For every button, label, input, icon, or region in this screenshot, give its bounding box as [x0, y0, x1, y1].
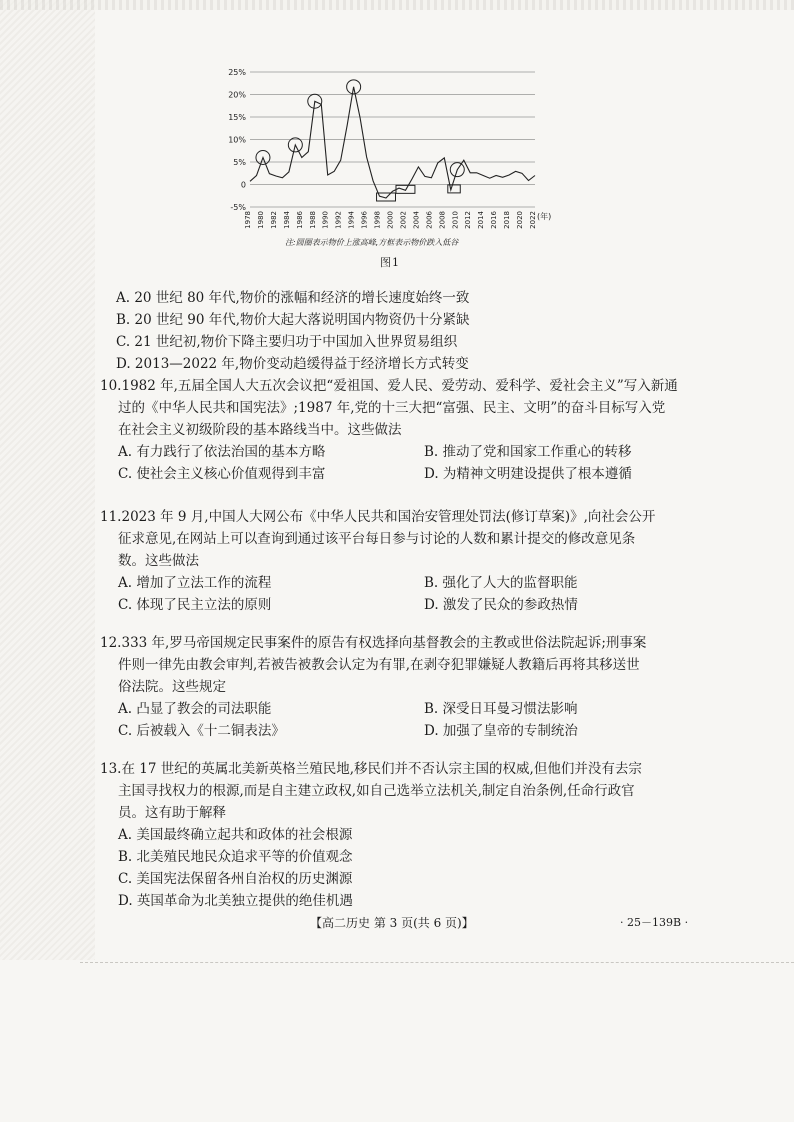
q9-option-d[interactable]: D. 2013—2022 年,物价变动趋缓得益于经济增长方式转变 — [116, 356, 469, 372]
q13-options — [100, 824, 690, 912]
scan-noise-left — [0, 0, 95, 960]
x-tick-label: 2012 — [464, 211, 473, 229]
x-tick-label: 2018 — [503, 211, 512, 229]
page-footer-title: 【高二历史 第 3 页(共 6 页)】 — [310, 916, 474, 930]
q12-stem: 12.333 年,罗马帝国规定民事案件的原告有权选择向基督教会的主教或世俗法院起诉;刑事案 件则一律先由教会审判,若被告被教会认定为有罪,在剥夺犯罪嫌疑人教籍后再将其移送世 俗法院。这些规定 — [100, 632, 690, 698]
q12-option-d[interactable]: D. 加强了皇帝的专制统治 — [424, 723, 578, 739]
figure-caption: 图1 — [380, 256, 400, 269]
q13-option-a[interactable]: A. 美国最终确立起共和政体的社会根源 — [118, 827, 353, 843]
q12-option-c[interactable]: C. 后被载入《十二铜表法》 — [118, 723, 285, 739]
q10-option-b[interactable]: B. 推动了党和国家工作重心的转移 — [424, 444, 632, 460]
x-tick-label: 2014 — [477, 211, 486, 229]
q12-number: 12. — [100, 635, 122, 651]
y-tick-label: 10% — [228, 135, 246, 145]
x-tick-label: 2022 — [529, 211, 537, 229]
x-tick-label: 1990 — [321, 211, 330, 229]
q13-option-d[interactable]: D. 英国革命为北美独立提供的绝佳机遇 — [118, 893, 353, 909]
x-tick-label: 1982 — [269, 211, 278, 229]
q10-option-a[interactable]: A. 有力践行了依法治国的基本方略 — [118, 444, 326, 460]
q9-option-a[interactable]: A. 20 世纪 80 年代,物价的涨幅和经济的增长速度始终一致 — [116, 290, 470, 306]
q10-stem: 10.1982 年,五届全国人大五次会议把“爱祖国、爱人民、爱劳动、爱科学、爱社会主义”写入新通 过的《中华人民共和国宪法》;1987 年,党的十三大把“富强、民主、文明”的奋斗目标写入党 在社会主义初级阶段的基本路线当中。这些做法 — [100, 375, 690, 441]
y-tick-label: 20% — [228, 90, 246, 100]
q11-option-a[interactable]: A. 增加了立法工作的流程 — [118, 575, 272, 591]
x-tick-label: 1986 — [295, 211, 304, 229]
y-tick-label: 5% — [233, 158, 246, 167]
x-tick-label: 2020 — [516, 211, 525, 229]
x-tick-label: 1988 — [308, 211, 317, 229]
x-tick-label: 1996 — [360, 211, 369, 229]
q10-number: 10. — [100, 378, 122, 394]
y-tick-label: -5% — [230, 203, 246, 212]
q11-options — [100, 572, 690, 616]
q9-option-c[interactable]: C. 21 世纪初,物价下降主要归功于中国加入世界贸易组织 — [116, 334, 458, 350]
x-tick-label: 2008 — [438, 211, 447, 229]
x-tick-label: 1980 — [256, 211, 265, 229]
x-tick-label: 2004 — [412, 211, 421, 229]
y-tick-label: 15% — [228, 113, 246, 122]
x-tick-label: 1994 — [347, 211, 356, 229]
x-tick-label: 1978 — [244, 211, 252, 229]
q12-option-b[interactable]: B. 深受日耳曼习惯法影响 — [424, 701, 578, 717]
q9-option-b[interactable]: B. 20 世纪 90 年代,物价大起大落说明国内物资仍十分紧缺 — [116, 312, 470, 328]
y-tick-label: 0 — [240, 180, 246, 190]
q13-option-c[interactable]: C. 美国宪法保留各州自治权的历史渊源 — [118, 871, 353, 887]
q10-option-d[interactable]: D. 为精神文明建设提供了根本遵循 — [424, 466, 632, 482]
q12-option-a[interactable]: A. 凸显了教会的司法职能 — [118, 701, 272, 717]
trough-box-marker — [377, 193, 396, 201]
q11-option-b[interactable]: B. 强化了人大的监督职能 — [424, 575, 578, 591]
q12-options — [100, 698, 690, 742]
q11-stem: 11.2023 年 9 月,中国人大网公布《中华人民共和国治安管理处罚法(修订草案)》,向社会公开 征求意见,在网站上可以查询到通过该平台每日参与讨论的人数和累计提交的修改意见条 数。这些做法 — [100, 506, 690, 572]
x-tick-label: 2000 — [386, 211, 395, 229]
q11-option-c[interactable]: C. 体现了民主立法的原则 — [118, 597, 272, 613]
x-tick-label: 2010 — [451, 211, 460, 229]
question-9-options — [116, 287, 716, 375]
x-tick-label: 2002 — [399, 211, 408, 229]
x-tick-label: 1992 — [334, 211, 343, 229]
question-12 — [100, 632, 690, 742]
y-tick-label: 25% — [228, 68, 246, 77]
scan-noise-top — [0, 0, 794, 10]
question-13 — [100, 758, 690, 912]
q10-options — [100, 441, 690, 485]
chart-note: 注:圆圈表示物价上涨高峰,方框表示物价跌入低谷 — [285, 238, 459, 247]
series-line — [250, 87, 535, 198]
question-10 — [100, 375, 690, 485]
x-unit-label: (年) — [537, 212, 552, 221]
q10-option-c[interactable]: C. 使社会主义核心价值观得到丰富 — [118, 466, 326, 482]
x-tick-label: 2006 — [425, 211, 434, 229]
q11-number: 11. — [100, 509, 122, 525]
q11-option-d[interactable]: D. 激发了民众的参政热情 — [424, 597, 578, 613]
page-footer-code: · 25－139B · — [620, 916, 689, 929]
question-11 — [100, 506, 690, 616]
scan-fold-line — [80, 962, 794, 963]
x-tick-label: 2016 — [490, 211, 499, 229]
x-tick-label: 1998 — [373, 211, 382, 229]
q13-number: 13. — [100, 761, 122, 777]
x-tick-label: 1984 — [282, 211, 291, 229]
q13-stem: 13.在 17 世纪的英属北美新英格兰殖民地,移民们并不否认宗主国的权威,但他们并没有去宗 主国寻找权力的根源,而是自主建立政权,如自己选举立法机关,制定自治条例,任命行政官 员。这有助于解释 — [100, 758, 690, 824]
q13-option-b[interactable]: B. 北美殖民地民众追求平等的价值观念 — [118, 849, 353, 865]
price-change-line-chart — [225, 58, 555, 253]
